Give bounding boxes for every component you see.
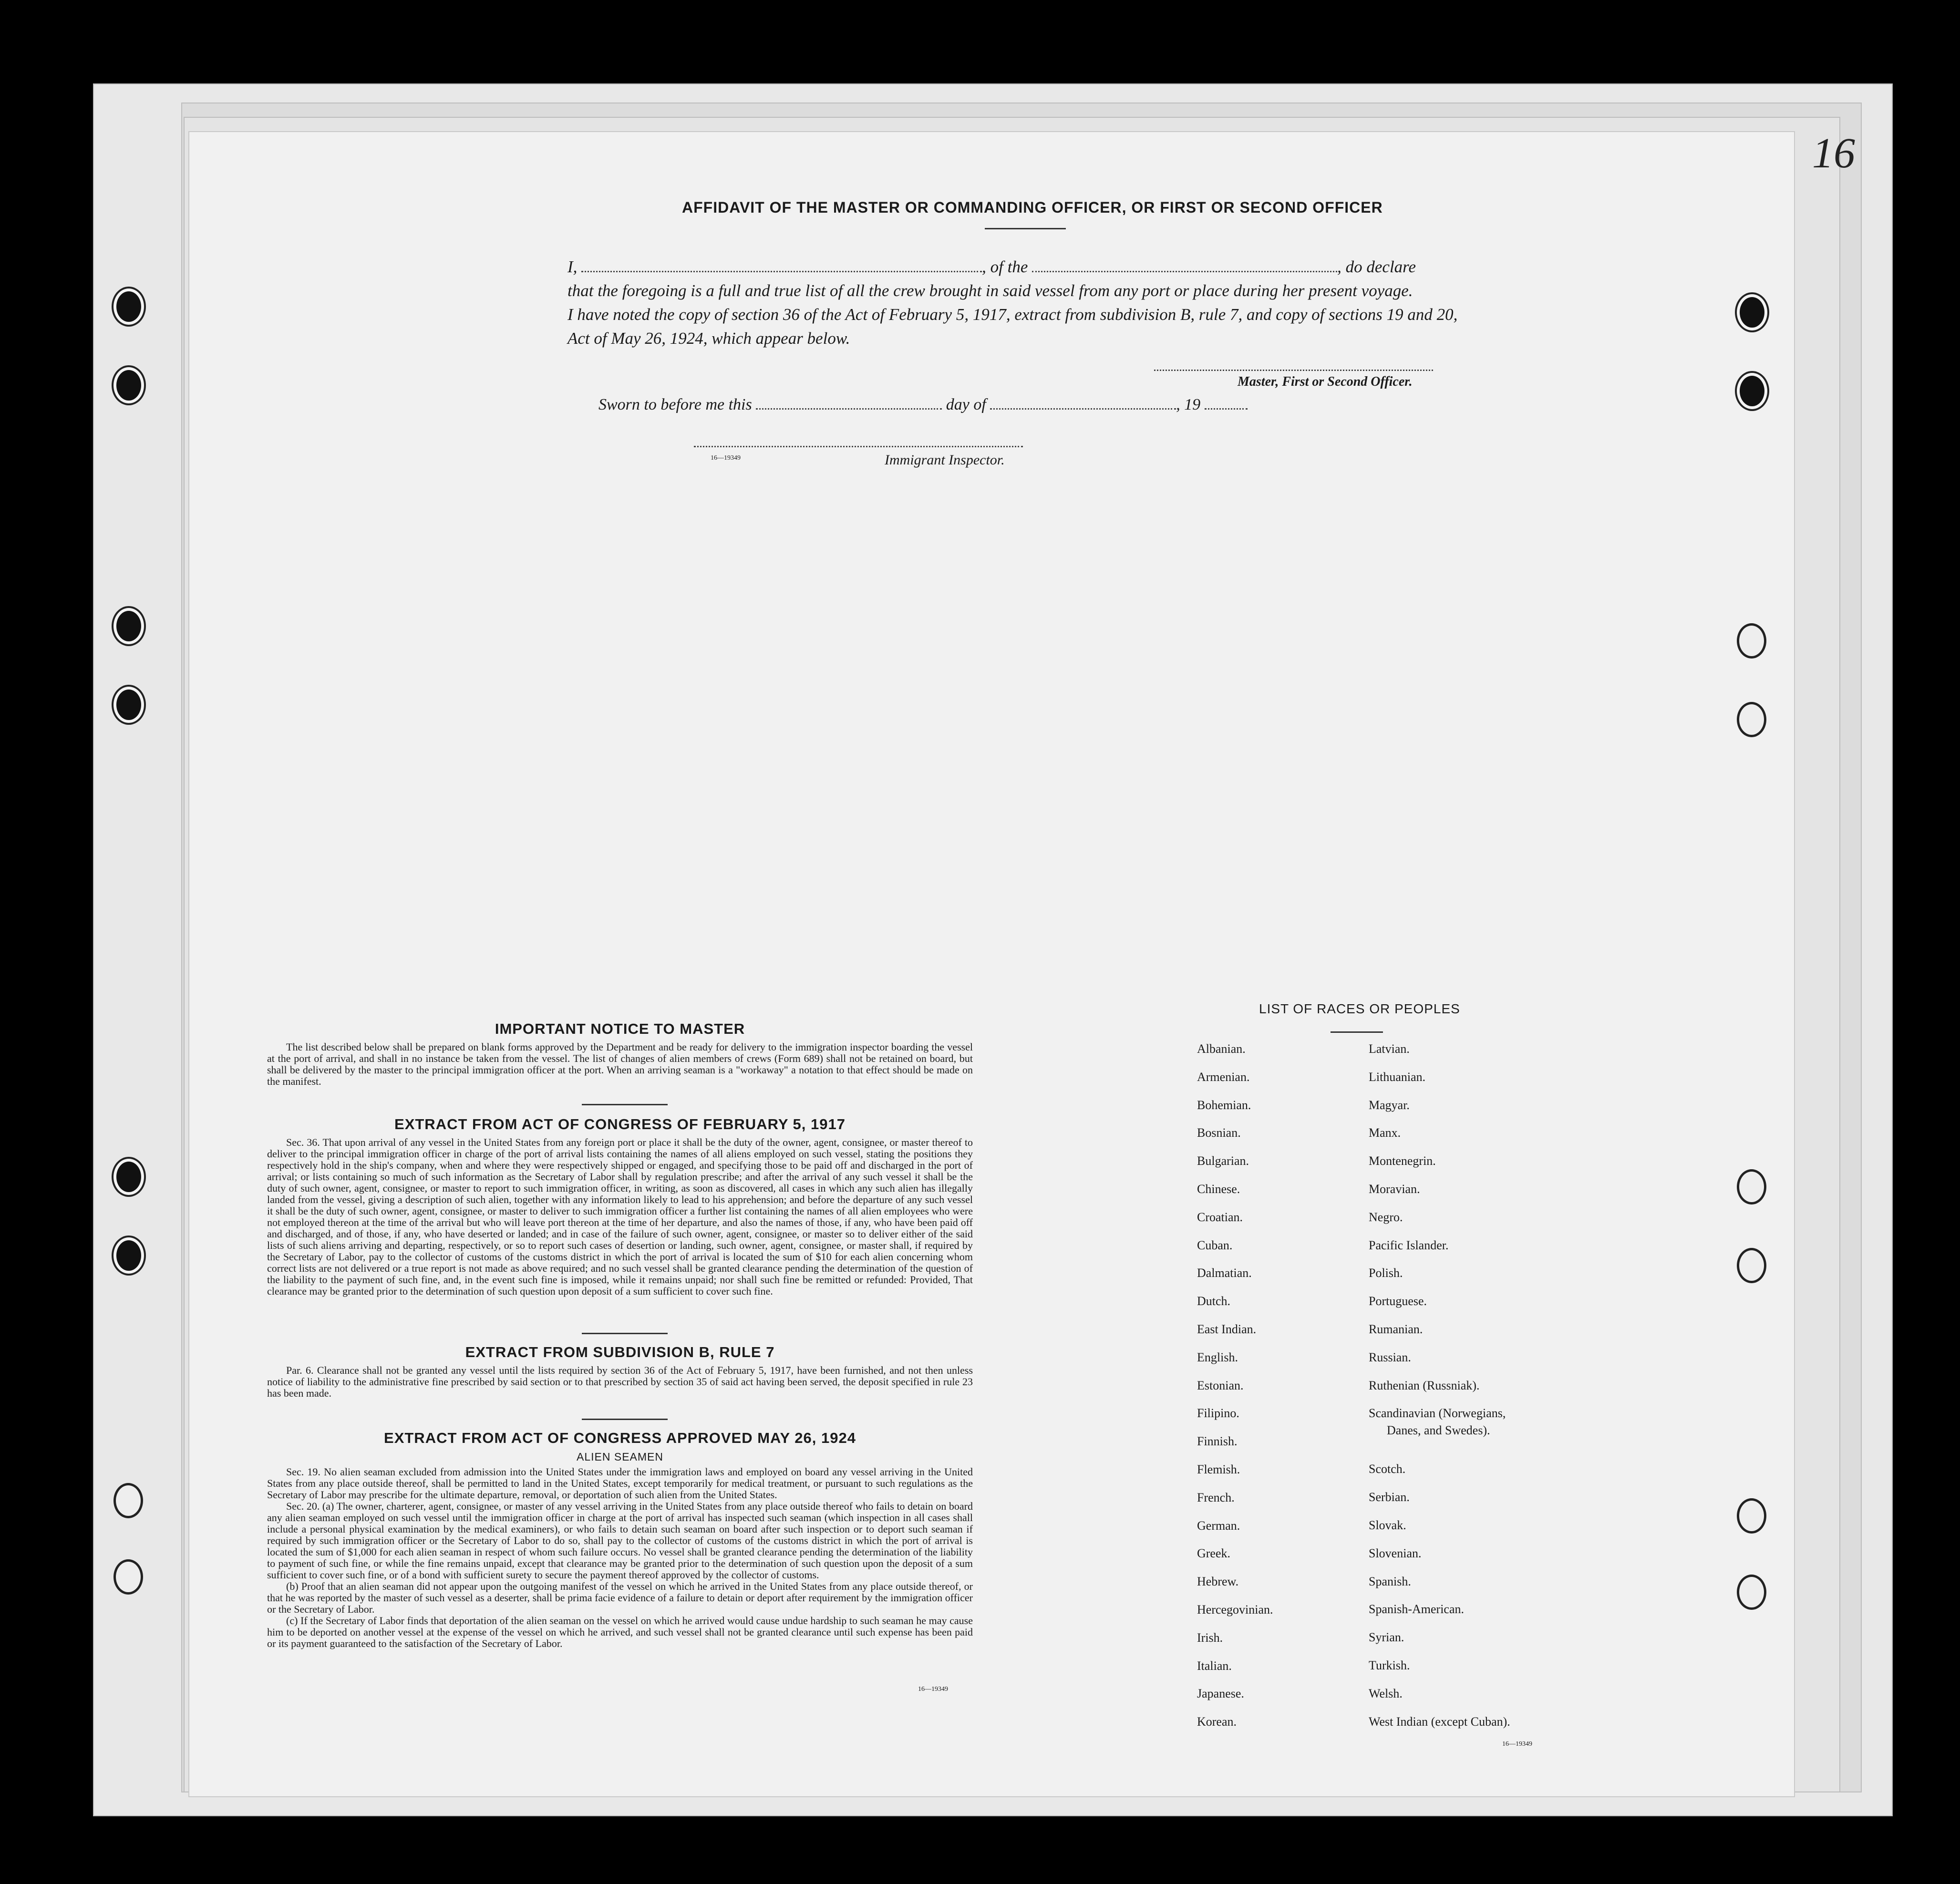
race-item: Korean.	[1197, 1715, 1237, 1729]
notice-section	[267, 1020, 973, 1087]
binder-hole	[113, 608, 144, 644]
races-left-column	[1197, 1042, 1273, 1743]
affidavit-heading: AFFIDAVIT OF THE MASTER OR COMMANDING OFFICER, OR FIRST OR SECOND OFFICER	[682, 199, 1383, 216]
race-item: Slovenian.	[1369, 1546, 1422, 1560]
sec20c-text: (c) If the Secretary of Labor finds that deportation of the alien seaman on the vessel on which he arrived would cause undue hardship to such seaman he may cause him to be deported on another vessel at the expense of the vessel on which he arrived, and such vessel shall not be granted clearance until such expense has been paid or its payment guaranteed to the satisfaction of the Secretary of Labor.	[267, 1615, 973, 1649]
rule7-heading: EXTRACT FROM SUBDIVISION B, RULE 7	[465, 1344, 775, 1360]
race-item: English.	[1197, 1350, 1238, 1364]
extract-1924-section	[267, 1430, 973, 1649]
affidavit-line4: Act of May 26, 1924, which appear below.	[567, 329, 850, 348]
race-item: Flemish.	[1197, 1462, 1240, 1476]
race-item: Slovak.	[1369, 1518, 1406, 1532]
binder-hole	[1737, 623, 1766, 659]
race-item: Bosnian.	[1197, 1126, 1241, 1140]
sworn-month-field[interactable]	[990, 408, 1176, 410]
race-item: German.	[1197, 1518, 1240, 1533]
race-item: Scotch.	[1369, 1462, 1406, 1476]
form-code: 16—19349	[1502, 1740, 1532, 1748]
race-item: Spanish.	[1369, 1574, 1411, 1588]
race-item: West Indian (except Cuban).	[1369, 1714, 1510, 1729]
master-name-field[interactable]	[581, 271, 982, 272]
race-item: Croatian.	[1197, 1210, 1243, 1224]
race-item: Danes, and Swedes).	[1387, 1423, 1490, 1438]
binder-hole	[113, 1483, 143, 1518]
rule7-text: Par. 6. Clearance shall not be granted any vessel until the lists required by section 36 of the Act of February 5, 1917, have been furnished, and not then unless notice of liability to the administrative fine prescribed by said section or to that prescribed by section 35 of said act having been served, the deposit specified in rule 23 has been made.	[267, 1364, 973, 1399]
sworn-day-field[interactable]	[756, 408, 942, 410]
sworn-year-field[interactable]	[1205, 408, 1248, 410]
race-item: Lithuanian.	[1369, 1070, 1426, 1084]
race-item: Pacific Islander.	[1369, 1238, 1449, 1252]
race-item: French.	[1197, 1490, 1235, 1504]
extract-1924-heading: EXTRACT FROM ACT OF CONGRESS APPROVED MAY 26, 1924	[384, 1430, 856, 1446]
race-item: Dalmatian.	[1197, 1266, 1252, 1280]
vessel-name-field[interactable]	[1032, 271, 1337, 272]
race-item: Bohemian.	[1197, 1098, 1251, 1112]
sworn-end: , 19	[1176, 396, 1201, 413]
race-item: Serbian.	[1369, 1490, 1410, 1504]
race-item: Estonian.	[1197, 1378, 1244, 1392]
race-item: Rumanian.	[1369, 1322, 1423, 1336]
binder-hole	[113, 288, 144, 325]
races-right-column	[1369, 1042, 1510, 1742]
master-signature-field[interactable]	[1154, 370, 1433, 371]
binder-hole	[1737, 294, 1767, 330]
race-item: Manx.	[1369, 1126, 1401, 1140]
affidavit-body	[567, 255, 1464, 350]
divider	[582, 1104, 668, 1105]
master-signature-label: Master, First or Second Officer.	[1238, 374, 1413, 389]
race-item: Cuban.	[1197, 1238, 1233, 1252]
extract-1924-subheading: ALIEN SEAMEN	[577, 1451, 663, 1463]
race-item: Polish.	[1369, 1266, 1403, 1280]
affidavit-line1-mid: , of the	[982, 257, 1028, 276]
race-item: Hercegovinian.	[1197, 1602, 1273, 1616]
race-item: Greek.	[1197, 1546, 1231, 1561]
divider	[985, 228, 1066, 229]
extract-1917-text: Sec. 36. That upon arrival of any vessel in the United States from any foreign port or place it shall be the duty of the owner, agent, consignee, or master thereof to deliver to the principal immigration officer in charge of the port of arrival lists containing the names of all aliens employed on such vessel, stating the positions they respectively hold in the ship's company, when and where they were respectively shipped or engaged, and specifying those to be paid off and discharged in the port of arrival; or lists containing so much of such information as the Secretary of Labor shall by regulation prescribe; and after the arrival of any such vessel it shall be the duty of such owner, agent, consignee, or master to report to such immigration officer, in writing, as soon as discovered, all cases in which any such alien has illegally landed from the vessel, giving a description of such alien, together with any information likely to lead to his apprehension; and before the departure of any such vessel it shall be the duty of such owner, agent, consignee, or master to deliver to such immigration officer a further list containing the names of all alien employees who were not employed thereon at the time of the arrival but who will leave port thereon at the time of her departure, and also the names of those, if any, who have been paid off and discharged, and of those, if any, who have deserted or landed; and in case of the failure of such owner, agent, consignee, or master so to deliver either of the said lists of such aliens arriving and departing, respectively, or so to report such cases of desertion or landing, such owner, agent, consignee, or master shall, if required by the Secretary of Labor, pay to the collector of customs of the customs district in which the port of arrival is located the sum of $10 for each alien concerning whom correct lists are not delivered or a true report is not made as above required; and no such vessel shall be granted clearance pending the determination of the question of the liability to the payment of such fine, and, in the event such fine is imposed, while it remains unpaid; nor shall such fine be remitted or refunded: Provided, That clearance may be granted prior to the determination of such question upon deposit of a sum sufficient to cover such fine.	[267, 1136, 973, 1297]
race-item: Moravian.	[1369, 1182, 1420, 1196]
race-item: Hebrew.	[1197, 1575, 1239, 1589]
affidavit-line1-end: , do declare	[1337, 257, 1416, 276]
binder-hole	[113, 687, 144, 723]
race-item: Magyar.	[1369, 1098, 1410, 1112]
extract-1917-heading: EXTRACT FROM ACT OF CONGRESS OF FEBRUARY 5, 1917	[394, 1116, 846, 1132]
divider	[1331, 1031, 1383, 1033]
race-item: Russian.	[1369, 1350, 1411, 1364]
form-code: 16—19349	[918, 1686, 948, 1693]
notice-heading: IMPORTANT NOTICE TO MASTER	[495, 1020, 745, 1037]
race-item: Montenegrin.	[1369, 1154, 1436, 1168]
rule7-section	[267, 1344, 973, 1399]
affidavit-line1-pre: I,	[567, 257, 578, 276]
race-item: Irish.	[1197, 1630, 1223, 1645]
binder-hole	[113, 367, 144, 403]
sworn-pre: Sworn to before me this	[598, 396, 752, 413]
race-item: Syrian.	[1369, 1630, 1404, 1645]
race-item: Italian.	[1197, 1658, 1232, 1673]
binder-hole	[1737, 1169, 1766, 1205]
race-item: Spanish-American.	[1369, 1602, 1465, 1616]
sec20b-text: (b) Proof that an alien seaman did not appear upon the outgoing manifest of the vessel on which he arrived in the United States from any place outside thereof, or that he was reported by the master of such vessel as a deserter, shall be prima facie evidence of a failure to detain or deport after requirement by the immigration officer or the Secretary of Labor.	[267, 1580, 973, 1615]
race-item: Turkish.	[1369, 1658, 1410, 1672]
extract-1917-section	[267, 1116, 973, 1297]
divider	[582, 1419, 668, 1420]
race-item: Negro.	[1369, 1210, 1403, 1224]
affidavit-line2: that the foregoing is a full and true list of all the crew brought in said vessel from any port or place during her present voyage.	[567, 281, 1413, 300]
sec19-text: Sec. 19. No alien seaman excluded from admission into the United States under the immigration laws and employed on board any vessel arriving in the United States from any place outside thereof, shall be permitted to land in the United States, except temporarily for medical treatment, or pursuant to such regulations as the Secretary of Labor may prescribe for the ultimate departure, removal, or deportation of such alien from the United States.	[267, 1466, 973, 1501]
race-item: Latvian.	[1369, 1042, 1410, 1056]
form-code: 16—19349	[711, 454, 741, 462]
binder-hole	[113, 1159, 144, 1195]
binder-hole	[113, 1559, 143, 1595]
binder-hole	[113, 1237, 144, 1274]
race-item: Chinese.	[1197, 1182, 1240, 1196]
sec20a-text: Sec. 20. (a) The owner, charterer, agent, consignee, or master of any vessel arriving in the United States from any place outside thereof who fails to detain on board any alien seaman employed on such vessel until the immigration officer in charge at the port of arrival has inspected such seaman (which inspection in all cases shall include a personal physical examination by the medical examiners), or who fails to detain such seaman on board after such inspection or to deport such seaman if required by such immigration officer or the Secretary of Labor to do so, shall pay to the collector of customs of the customs district in which the port of arrival is located the sum of $1,000 for each alien seaman in respect of whom such failure occurs. No vessel shall be granted clearance pending the determination of the liability to payment of such fine, or while the fine remains unpaid, except that clearance may be granted prior to the determination of such question upon the deposit of a sum sufficient to cover such fine, or of a bond with sufficient surety to secure the payment thereof approved by the collector of customs.	[267, 1500, 973, 1581]
binder-hole	[1737, 1498, 1766, 1534]
race-item: Japanese.	[1197, 1687, 1244, 1701]
binder-hole	[1737, 373, 1767, 409]
margin-note: 16	[1812, 130, 1855, 177]
race-item: Bulgarian.	[1197, 1154, 1249, 1168]
races-heading: LIST OF RACES OR PEOPLES	[1259, 1001, 1460, 1016]
inspector-signature-field[interactable]	[694, 446, 1023, 447]
binder-hole	[1737, 702, 1766, 737]
affidavit-line3: I have noted the copy of section 36 of the Act of February 5, 1917, extract from subdivision B, rule 7, and copy of sections 19 and 20,	[567, 305, 1458, 324]
race-item: Ruthenian (Russniak).	[1369, 1378, 1480, 1392]
race-item: Welsh.	[1369, 1686, 1403, 1700]
binder-hole	[1737, 1248, 1766, 1283]
race-item: Portuguese.	[1369, 1294, 1427, 1308]
race-item: Dutch.	[1197, 1294, 1231, 1308]
inspector-label: Immigrant Inspector.	[885, 452, 1005, 468]
divider	[582, 1333, 668, 1334]
race-item: Finnish.	[1197, 1434, 1238, 1449]
race-item: Scandinavian (Norwegians,	[1369, 1406, 1506, 1421]
binder-hole	[1737, 1575, 1766, 1610]
race-item: Albanian.	[1197, 1042, 1246, 1056]
race-item: Armenian.	[1197, 1070, 1250, 1084]
race-item: East Indian.	[1197, 1322, 1257, 1336]
notice-text: The list described below shall be prepared on blank forms approved by the Department and be ready for delivery to the immigration inspector boarding the vessel at the port of arrival, and shall in no instance be taken from the vessel. The list of changes of alien members of crews (Form 689) shall not be retained on board, but shall be delivered by the master to the principal immigration officer at the port. When an arriving seaman is a "workaway" a notation to that effect should be made on the manifest.	[267, 1041, 973, 1087]
race-item: Filipino.	[1197, 1406, 1239, 1421]
sworn-mid: day of	[946, 396, 986, 413]
sworn-line	[598, 396, 1248, 414]
